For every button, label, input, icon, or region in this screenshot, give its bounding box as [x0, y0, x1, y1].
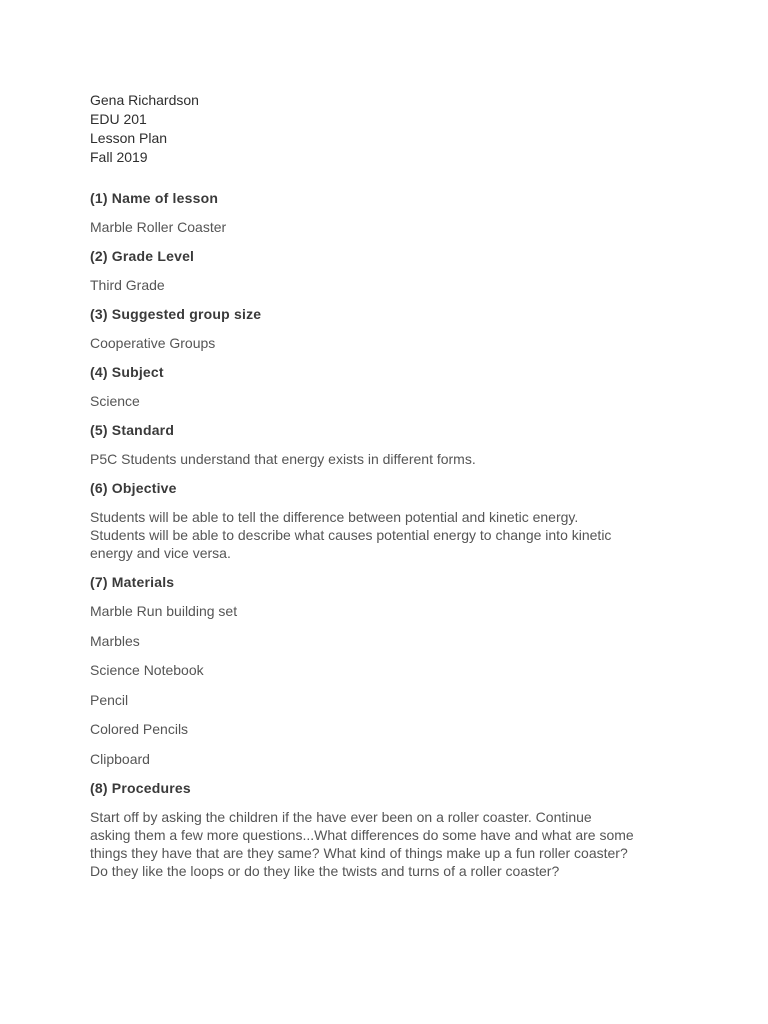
section-text: Science — [90, 393, 140, 409]
course-code: EDU 201 — [90, 111, 147, 127]
lesson-plan-document — [90, 91, 690, 891]
section-heading: (5) Standard — [90, 422, 175, 438]
material-item: Colored Pencils — [90, 721, 189, 737]
objective-line: Students will be able to tell the difference between potential and kinetic energy. — [90, 509, 579, 525]
material-item: Pencil — [90, 691, 129, 708]
procedures-line: things they have that are they same? What kind of things make up a fun roller coaster? — [90, 845, 628, 861]
author-name: Gena Richardson — [90, 92, 199, 108]
document-type: Lesson Plan — [90, 130, 168, 146]
section-lesson-name — [90, 189, 690, 236]
section-heading: (2) Grade Level — [90, 248, 195, 264]
section-grade-level — [90, 247, 690, 294]
material-item: Marbles — [90, 632, 140, 649]
procedures-line: Do they like the loops or do they like the twists and turns of a roller coaster? — [90, 863, 560, 879]
document-header — [90, 91, 690, 167]
section-materials — [90, 573, 690, 768]
section-heading: (8) Procedures — [90, 780, 191, 796]
section-heading: (6) Objective — [90, 480, 177, 496]
material-item: Marble Run building set — [90, 603, 238, 619]
objective-line: Students will be able to describe what causes potential energy to change into kinetic — [90, 527, 612, 543]
objective-line: energy and vice versa. — [90, 545, 231, 561]
section-heading: (7) Materials — [90, 574, 175, 590]
material-item: Clipboard — [90, 750, 150, 767]
material-item: Science Notebook — [90, 662, 204, 678]
section-heading: (3) Suggested group size — [90, 306, 262, 322]
section-procedures — [90, 779, 690, 880]
section-text: P5C Students understand that energy exists in different forms. — [90, 451, 476, 467]
procedures-line: asking them a few more questions...What differences do some have and what are some — [90, 827, 634, 843]
procedures-text — [90, 808, 690, 880]
objective-text — [90, 508, 690, 562]
term: Fall 2019 — [90, 149, 148, 165]
section-heading: (4) Subject — [90, 364, 164, 380]
section-standard — [90, 421, 690, 468]
section-group-size — [90, 305, 690, 352]
section-heading: (1) Name of lesson — [90, 190, 219, 206]
section-text: Marble Roller Coaster — [90, 219, 227, 235]
section-subject — [90, 363, 690, 410]
section-text: Cooperative Groups — [90, 335, 216, 351]
section-objective — [90, 479, 690, 562]
procedures-line: Start off by asking the children if the have ever been on a roller coaster. Continue — [90, 809, 592, 825]
section-text: Third Grade — [90, 277, 165, 293]
